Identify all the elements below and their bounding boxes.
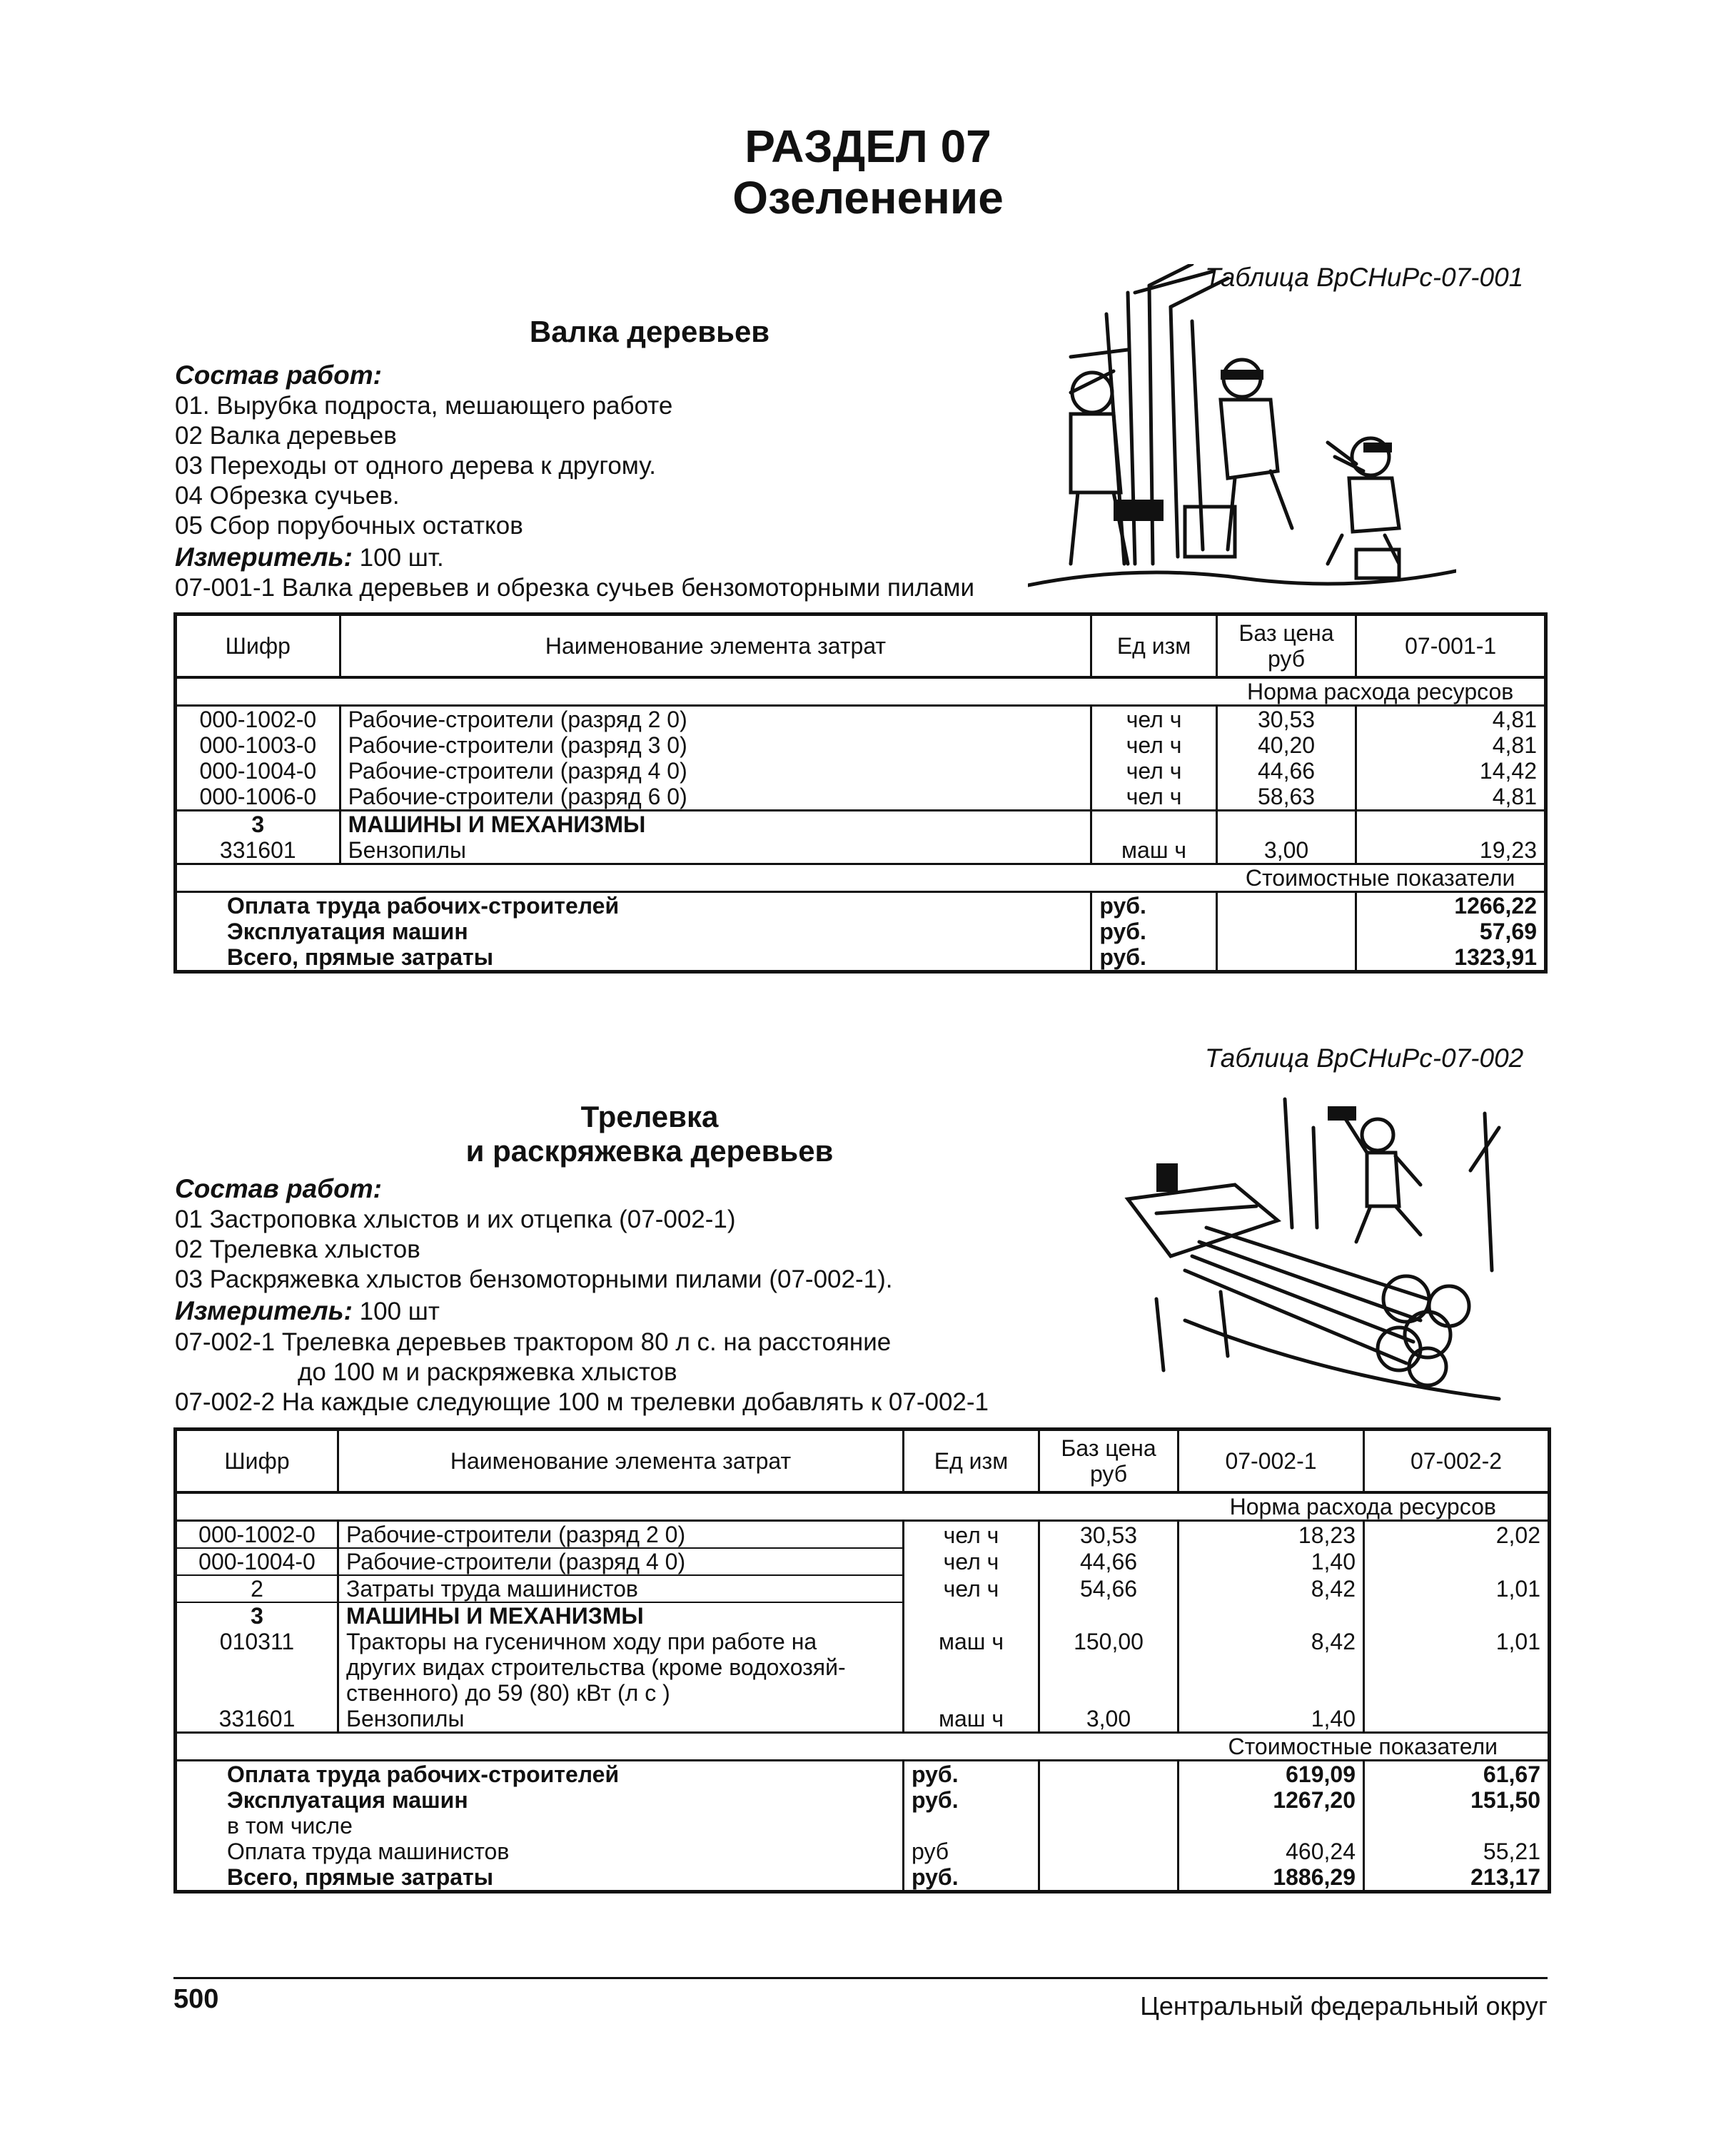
cost-unit: руб. xyxy=(904,1787,1039,1813)
header-code: Шифр xyxy=(176,1430,338,1493)
row-code: 000-1002-0 xyxy=(176,706,340,733)
empty-cell xyxy=(1216,892,1356,919)
empty-cell xyxy=(1091,811,1216,838)
table-row xyxy=(176,837,1546,864)
empty-cell xyxy=(1179,1602,1364,1629)
empty-cell xyxy=(1356,811,1546,838)
header-col1: 07-002-1 xyxy=(1179,1430,1364,1493)
cost-label: Стоимостные показатели xyxy=(1216,864,1545,892)
row-value-1: 8,42 xyxy=(1179,1575,1364,1602)
cost-value-1: 460,24 xyxy=(1179,1839,1364,1864)
cost-row xyxy=(176,1864,1550,1892)
row-code: 000-1004-0 xyxy=(176,1548,338,1575)
row-code: 331601 xyxy=(218,1706,296,1731)
work-items-list xyxy=(175,391,672,541)
cost-row xyxy=(176,892,1546,919)
cost-row xyxy=(176,944,1546,972)
footer-region: Центральный федеральный округ xyxy=(1140,1991,1548,2021)
norm-label: Норма расхода ресурсов xyxy=(1179,1492,1550,1521)
cost-value-2: 61,67 xyxy=(1364,1761,1550,1788)
cost-value: 57,69 xyxy=(1356,919,1546,944)
resource-table xyxy=(173,612,1548,974)
header-price-line1: Баз цена xyxy=(1061,1435,1156,1461)
empty-cell xyxy=(1039,1813,1179,1839)
header-col1: 07-001-1 xyxy=(1356,615,1546,678)
cost-value-1 xyxy=(1179,1813,1364,1839)
work-item: 04 Обрезка сучьев. xyxy=(175,482,400,510)
row-value-1: 18,23 xyxy=(1179,1521,1364,1549)
row-value: 4,81 xyxy=(1356,706,1546,733)
row-name-line: ственного) до 59 (80) кВт (л с ) xyxy=(346,1680,670,1706)
cost-value-1: 1267,20 xyxy=(1179,1787,1364,1813)
lumberjacks-illustration xyxy=(1028,264,1456,607)
meter-line xyxy=(175,542,444,573)
header-name: Наименование элемента затрат xyxy=(338,1430,904,1493)
empty-cell xyxy=(176,864,1217,892)
row-code: 000-1002-0 xyxy=(176,1521,338,1549)
table-row xyxy=(176,758,1546,784)
row-name-line: Тракторы на гусеничном ходу при работе на xyxy=(346,1629,817,1654)
row-unit: чел ч xyxy=(1091,784,1216,811)
work-item: 01 Застроповка хлыстов и их отцепка (07-002-1) xyxy=(175,1205,736,1233)
row-name: Рабочие-строители (разряд 2 0) xyxy=(340,706,1091,733)
empty-cell xyxy=(1039,1839,1179,1864)
row-price: 150,00 xyxy=(1039,1629,1179,1706)
row-price: 40,20 xyxy=(1216,732,1356,758)
row-price: 30,53 xyxy=(1039,1521,1179,1549)
group-label: МАШИНЫ И МЕХАНИЗМЫ xyxy=(340,811,1091,838)
row-price: 58,63 xyxy=(1216,784,1356,811)
row-code: 000-1004-0 xyxy=(199,758,317,784)
table-row xyxy=(176,1521,1550,1549)
block-title-line2: и раскряжевка деревьев xyxy=(465,1134,834,1168)
cost-value-2: 151,50 xyxy=(1364,1787,1550,1813)
row-name-line: других видах строительства (кроме водохозяй- xyxy=(346,1654,846,1680)
row-name: Рабочие-строители (разряд 3 0) xyxy=(340,732,1091,758)
meter-label: Измеритель: xyxy=(175,542,353,572)
cost-row xyxy=(176,1761,1550,1788)
table-row xyxy=(176,1629,1550,1706)
header-price-line2: руб xyxy=(1089,1461,1128,1487)
empty-cell xyxy=(1039,1787,1179,1813)
row-code: 2 xyxy=(176,1575,338,1602)
row-price: 30,53 xyxy=(1216,706,1356,733)
row-value-1: 1,40 xyxy=(1179,1548,1364,1575)
code-descriptions xyxy=(175,1328,989,1417)
empty-cell xyxy=(1364,1602,1550,1629)
row-price: 3,00 xyxy=(1039,1706,1179,1733)
code-description: 07-002-1 Трелевка деревьев трактором 80 л с. на расстояние xyxy=(175,1328,892,1356)
resource-table xyxy=(173,1427,1551,1893)
row-name: Рабочие-строители (разряд 4 0) xyxy=(338,1548,904,1575)
block-title-line1: Трелевка xyxy=(580,1100,719,1133)
row-code: 331601 xyxy=(219,837,296,863)
row-unit: чел ч xyxy=(904,1521,1039,1549)
empty-cell xyxy=(176,1492,1179,1521)
row-name: Бензопилы xyxy=(338,1706,904,1733)
cost-name: в том числе xyxy=(227,1813,353,1839)
table-row xyxy=(176,1548,1550,1575)
row-name: Рабочие-строители (разряд 4 0) xyxy=(340,758,1091,784)
cost-unit: руб. xyxy=(1091,892,1216,919)
row-unit: чел ч xyxy=(904,1575,1039,1602)
cost-name: Всего, прямые затраты xyxy=(227,944,494,970)
cost-value-2: 213,17 xyxy=(1364,1864,1550,1892)
cost-value-2 xyxy=(1364,1813,1550,1839)
row-value: 19,23 xyxy=(1356,837,1546,864)
group-code: 3 xyxy=(251,1603,263,1629)
row-name: Рабочие-строители (разряд 6 0) xyxy=(340,784,1091,811)
header-name: Наименование элемента затрат xyxy=(340,615,1091,678)
cost-name: Эксплуатация машин xyxy=(227,1787,468,1813)
empty-cell xyxy=(1039,1864,1179,1892)
page-number: 500 xyxy=(173,1984,219,2014)
table-row xyxy=(176,784,1546,811)
cost-name: Оплата труда рабочих-строителей xyxy=(176,892,1091,919)
table-reference: Таблица ВрСНиРс-07-002 xyxy=(1205,1043,1524,1073)
meter-label: Измеритель: xyxy=(175,1296,353,1325)
row-value-2: 1,01 xyxy=(1364,1629,1550,1706)
norm-label: Норма расхода ресурсов xyxy=(1216,677,1545,706)
row-price: 54,66 xyxy=(1039,1575,1179,1602)
code-description: 07-001-1 Валка деревьев и обрезка сучьев бензомоторными пилами xyxy=(175,574,974,602)
code-description: 07-002-2 На каждые следующие 100 м трелевки добавлять к 07-002-1 xyxy=(175,1388,989,1416)
row-name xyxy=(338,1629,904,1706)
table-row xyxy=(176,1706,1550,1733)
empty-cell xyxy=(1216,811,1356,838)
row-price: 3,00 xyxy=(1216,837,1356,864)
header-price-line2: руб xyxy=(1267,646,1306,672)
header-price xyxy=(1039,1430,1179,1493)
work-item: 02 Трелевка хлыстов xyxy=(175,1235,420,1263)
cost-unit: руб. xyxy=(1091,944,1216,972)
row-unit: маш ч xyxy=(1091,837,1216,864)
cost-value-1: 1886,29 xyxy=(1179,1864,1364,1892)
group-label: МАШИНЫ И МЕХАНИЗМЫ xyxy=(338,1602,904,1629)
row-unit: маш ч xyxy=(904,1706,1039,1733)
empty-cell xyxy=(1039,1602,1179,1629)
header-price-line1: Баз цена xyxy=(1238,620,1334,646)
cost-unit: руб. xyxy=(904,1761,1039,1788)
work-item: 03 Переходы от одного дерева к другому. xyxy=(175,452,656,480)
work-composition-label: Состав работ: xyxy=(175,360,382,390)
header-code: Шифр xyxy=(176,615,340,678)
work-item: 05 Сбор порубочных остатков xyxy=(175,512,523,540)
cost-name: Всего, прямые затраты xyxy=(227,1864,494,1890)
meter-value: 100 шт. xyxy=(359,544,444,572)
row-code: 010311 xyxy=(219,1629,295,1654)
cost-value-2: 55,21 xyxy=(1364,1839,1550,1864)
cost-name: Оплата труда рабочих-строителей xyxy=(176,1761,904,1788)
row-value-2 xyxy=(1364,1548,1550,1575)
block-title: Валка деревьев xyxy=(529,315,770,348)
row-name: Затраты труда машинистов xyxy=(338,1575,904,1602)
cost-label: Стоимостные показатели xyxy=(1179,1733,1550,1761)
row-value-1: 8,42 xyxy=(1179,1629,1364,1706)
section-number: РАЗДЕЛ 07 xyxy=(745,121,991,172)
tractor-logs-illustration xyxy=(1114,1085,1513,1413)
row-price: 44,66 xyxy=(1039,1548,1179,1575)
table-row xyxy=(176,1575,1550,1602)
header-unit: Ед изм xyxy=(904,1430,1039,1493)
row-value-2: 1,01 xyxy=(1364,1575,1550,1602)
code-description: до 100 м и раскряжевка хлыстов xyxy=(298,1358,677,1386)
cost-name: Эксплуатация машин xyxy=(227,919,468,944)
cost-row xyxy=(176,1813,1550,1839)
header-price xyxy=(1216,615,1356,678)
row-unit: чел ч xyxy=(1091,732,1216,758)
cost-name: Оплата труда машинистов xyxy=(227,1839,510,1864)
work-item: 02 Валка деревьев xyxy=(175,422,397,450)
row-unit: чел ч xyxy=(1091,758,1216,784)
section-title: Озеленение xyxy=(732,172,1004,223)
row-unit: чел ч xyxy=(1091,706,1216,733)
group-row xyxy=(176,811,1546,838)
cost-row xyxy=(176,919,1546,944)
header-unit: Ед изм xyxy=(1091,615,1216,678)
empty-cell xyxy=(176,677,1217,706)
cost-unit: руб xyxy=(904,1839,1039,1864)
cost-unit xyxy=(904,1813,1039,1839)
row-name: Бензопилы xyxy=(340,837,1091,864)
meter-value: 100 шт xyxy=(359,1298,440,1325)
header-col2: 07-002-2 xyxy=(1364,1430,1550,1493)
row-unit: маш ч xyxy=(904,1629,1039,1706)
row-name: Рабочие-строители (разряд 2 0) xyxy=(338,1521,904,1549)
row-value: 4,81 xyxy=(1356,732,1546,758)
empty-cell xyxy=(1039,1761,1179,1788)
cost-row xyxy=(176,1787,1550,1813)
cost-value: 1323,91 xyxy=(1356,944,1546,972)
row-price: 44,66 xyxy=(1216,758,1356,784)
work-item: 03 Раскряжевка хлыстов бензомоторными пилами (07-002-1). xyxy=(175,1265,893,1293)
row-value-2 xyxy=(1364,1706,1550,1733)
empty-cell xyxy=(1216,944,1356,972)
footer-rule xyxy=(173,1977,1548,1979)
work-item: 01. Вырубка подроста, мешающего работе xyxy=(175,392,673,420)
row-code: 000-1006-0 xyxy=(199,784,317,809)
table-reference: Таблица ВрСНиРс-07-001 xyxy=(1205,263,1524,292)
work-items-list xyxy=(175,1205,892,1295)
cost-row xyxy=(176,1839,1550,1864)
row-code: 000-1003-0 xyxy=(199,732,317,758)
row-value: 4,81 xyxy=(1356,784,1546,811)
empty-cell xyxy=(1216,919,1356,944)
meter-line xyxy=(175,1296,440,1327)
group-code: 3 xyxy=(176,811,340,838)
row-value-2: 2,02 xyxy=(1364,1521,1550,1549)
empty-cell xyxy=(904,1602,1039,1629)
cost-unit: руб. xyxy=(1091,919,1216,944)
row-unit: чел ч xyxy=(904,1548,1039,1575)
row-value-1: 1,40 xyxy=(1179,1706,1364,1733)
cost-unit: руб. xyxy=(904,1864,1039,1892)
row-value: 14,42 xyxy=(1356,758,1546,784)
empty-cell xyxy=(176,1733,1179,1761)
table-row xyxy=(176,706,1546,733)
group-row xyxy=(176,1602,1550,1629)
table-row xyxy=(176,732,1546,758)
cost-value: 1266,22 xyxy=(1356,892,1546,919)
work-composition-label: Состав работ: xyxy=(175,1174,382,1203)
cost-value-1: 619,09 xyxy=(1179,1761,1364,1788)
